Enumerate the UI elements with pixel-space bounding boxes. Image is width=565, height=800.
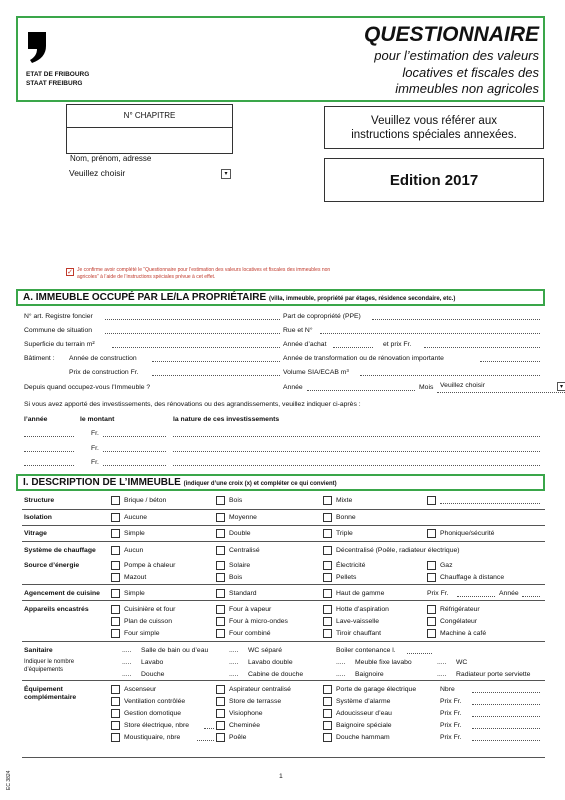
appareil-option: Four simple [124,630,160,637]
isolation-label: Isolation [24,514,52,521]
equipement-amount-label: Prix Fr. [440,698,462,705]
appareil-checkbox[interactable] [216,617,225,626]
row-divider [22,584,545,585]
section-a-title: A. IMMEUBLE OCCUPÉ PAR LE/LA PROPRIÉTAIRE [23,292,267,303]
equipement-checkbox[interactable] [323,721,332,730]
row-divider [22,509,545,510]
isolation-option: Aucune [124,514,148,521]
fr-label: Fr. [91,459,99,466]
appareils-label: Appareils encastrés [24,606,89,613]
equipement-checkbox[interactable] [111,733,120,742]
sanitaire-label: Sanitaire [24,647,53,654]
energie-option: Solaire [229,562,251,569]
sanitaire-count[interactable]: ..... [122,659,132,666]
vitrage-option: Simple [124,530,145,537]
energie-option: Chauffage à distance [440,574,505,581]
section-i-note: (indiquer d’une croix (x) et compléter ce qui convient) [183,481,337,487]
part-label: Part de copropriété (PPE) [283,313,361,320]
chauffage-centralise-checkbox[interactable] [216,546,225,555]
isolation-option: Bonne [336,514,356,521]
sanitaire-count[interactable]: ..... [336,659,346,666]
equipement-option: Ventilation contrôlée [124,698,186,705]
chauffage-decentralise-checkbox[interactable] [323,546,332,555]
appareil-checkbox[interactable] [323,617,332,626]
chapitre-label: N° CHAPITRE [123,111,176,120]
vitrage-triple-checkbox[interactable] [323,529,332,538]
appareil-option: Plan de cuisson [124,618,172,625]
row-divider [22,541,545,542]
appareil-checkbox[interactable] [427,629,436,638]
nbre-field[interactable] [204,722,214,729]
equipement-checkbox[interactable] [323,697,332,706]
invest-instruction: Si vous avez apporté des investissements, des rénovations ou des agrandissements, veuillez indiquer ci-après : [24,401,361,408]
energie-checkbox[interactable] [216,561,225,570]
structure-option: Bois [229,497,243,504]
appareil-checkbox[interactable] [216,605,225,614]
prix-construction-label: Prix de construction Fr. [69,369,139,376]
annee-label: Année [283,384,303,391]
cuisine-checkbox[interactable] [111,589,120,598]
chauffage-option: Centralisé [229,547,260,554]
equipement-amount-label: Nbre [440,686,455,693]
cuisine-option: Standard [229,590,257,597]
equipement-amount-field[interactable] [472,722,540,729]
appareil-checkbox[interactable] [427,605,436,614]
nom-label: Nom, prénom, adresse [70,154,152,163]
page-number: 1 [279,773,283,780]
energie-checkbox[interactable] [323,573,332,582]
page-title: QUESTIONNAIRE [363,23,539,46]
equipement-option: Visiophone [229,710,263,717]
equipement-label: Équipement complémentaire [24,686,77,701]
confirm-text: Je confirme avoir complété le “Questionnaire pour l’estimation des valeurs locatives et fiscales des immeubles non [77,267,331,273]
subtitle-line: locatives et fiscales des [402,64,539,80]
sanitaire-count[interactable]: ..... [336,671,346,678]
equipement-option: Gestion domotique [124,710,182,717]
energie-option: Électricité [336,562,366,569]
appareil-option: Congélateur [440,618,478,625]
achat-label: Année d’achat [283,341,327,348]
equipement-option: Cheminée [229,722,260,729]
mois-label: Mois [419,384,434,391]
fr-label: Fr. [91,430,99,437]
mois-select-value: Veuillez choisir [440,382,485,389]
appareil-option: Four combiné [229,630,271,637]
sanitaire-count[interactable]: ..... [122,647,132,654]
section-a-note: (villa, immeuble, propriété par étages, résidence secondaire, etc.) [268,296,456,302]
section-i-title: I. DESCRIPTION DE L’IMMEUBLE [23,477,181,488]
sanitaire-count[interactable]: ..... [437,659,447,666]
equipement-option: Porte de garage électrique [336,686,417,693]
cuisine-annee-field[interactable] [522,590,540,597]
equipement-option: Aspirateur centralisé [229,686,291,693]
edition-box: Edition 2017 [324,158,544,202]
vitrage-double-checkbox[interactable] [216,529,225,538]
equipement-checkbox[interactable] [216,697,225,706]
structure-bois-checkbox[interactable] [216,496,225,505]
cuisine-annee-label: Année [499,590,519,597]
equipement-option: Store électrique, nbre [124,722,189,729]
appareil-option: Tiroir chauffant [336,630,381,637]
equipement-amount-field[interactable] [472,734,540,741]
boiler-field[interactable] [407,647,432,654]
row-divider [22,600,545,601]
sanitaire-item: WC séparé [248,647,282,654]
logo-line-1: ETAT DE FRIBOURG [26,71,90,78]
energie-option: Gaz [440,562,453,569]
equipement-option: Poêle [229,734,247,741]
equipement-amount-field[interactable] [472,698,540,705]
vitrage-option: Phonique/sécurité [440,530,495,537]
appareil-checkbox[interactable] [111,629,120,638]
equipement-checkbox[interactable] [111,709,120,718]
sanitaire-count[interactable]: ..... [229,671,239,678]
chevron-down-icon[interactable]: ▾ [557,382,565,391]
sanitaire-item: WC [456,659,468,666]
energie-checkbox[interactable] [427,561,436,570]
nbre-field[interactable] [197,734,214,741]
refer-line: instructions spéciales annexées. [351,129,517,141]
batiment-label: Bâtiment : [24,355,55,362]
sanitaire-item: Cabine de douche [248,671,304,678]
equipement-checkbox[interactable] [323,685,332,694]
subtitle-line: immeubles non agricoles [395,81,539,96]
equipement-amount-label: Prix Fr. [440,710,462,717]
sanitaire-item: Boiler contenance l. [336,647,396,654]
equipement-option: Moustiquaire, nbre [124,734,181,741]
col-nature: la nature de ces investissements [173,416,280,423]
sanitaire-item: Lavabo double [248,659,293,666]
appareil-checkbox[interactable] [427,617,436,626]
volume-label: Volume SIA/ECAB m³ [283,369,349,376]
isolation-moyenne-checkbox[interactable] [216,513,225,522]
row-divider [22,757,545,758]
appareil-option: Four à vapeur [229,606,272,613]
isolation-option: Moyenne [229,514,257,521]
vitrage-option: Double [229,530,251,537]
equipement-amount-field[interactable] [472,686,540,693]
sanitaire-item: Meuble fixe lavabo [355,659,412,666]
form-code: EC 3824 [6,770,12,790]
equipement-option: Douche hammam [336,734,390,741]
sanitaire-item: Douche [141,671,165,678]
appareil-option: Machine à café [440,630,487,637]
commune-label: Commune de situation [24,327,93,334]
equipement-checkbox[interactable] [216,733,225,742]
sanitaire-note: Indiquer le nombre d’équipements [24,659,75,673]
equipement-option: Adoucisseur d’eau [336,710,392,717]
vitrage-option: Triple [336,530,353,537]
appareil-checkbox[interactable] [111,617,120,626]
row-divider [22,680,545,681]
structure-option: Mixte [336,497,353,504]
cuisine-prix-field[interactable] [457,590,495,597]
energie-checkbox[interactable] [111,573,120,582]
structure-autre-checkbox[interactable] [427,496,436,505]
appareil-checkbox[interactable] [216,629,225,638]
energie-checkbox[interactable] [111,561,120,570]
equipement-checkbox[interactable] [323,733,332,742]
energie-option: Pompe à chaleur [124,562,176,569]
equipement-checkbox[interactable] [323,709,332,718]
appareil-option: Hotte d’aspiration [336,606,389,613]
chauffage-aucun-checkbox[interactable] [111,546,120,555]
rue-label: Rue et N° [283,327,313,334]
chauffage-label: Système de chauffage [24,547,96,554]
sanitaire-item: Baignoire [355,671,384,678]
checkmark-icon[interactable]: ✓ [67,269,73,276]
col-montant: le montant [80,416,115,423]
sanitaire-count[interactable]: ..... [437,671,447,678]
appareil-checkbox[interactable] [323,605,332,614]
cuisine-option: Haut de gamme [336,590,385,597]
equipement-amount-field[interactable] [472,710,540,717]
cuisine-checkbox[interactable] [323,589,332,598]
equipement-checkbox[interactable] [111,697,120,706]
appareil-checkbox[interactable] [323,629,332,638]
vitrage-simple-checkbox[interactable] [111,529,120,538]
annee-construction-label: Année de construction [69,355,137,362]
energie-option: Bois [229,574,243,581]
energie-label: Source d’énergie [24,562,80,569]
cuisine-option: Simple [124,590,145,597]
appareil-checkbox[interactable] [111,605,120,614]
sanitaire-count[interactable]: ..... [229,659,239,666]
energie-checkbox[interactable] [216,573,225,582]
vitrage-label: Vitrage [24,530,47,537]
row-divider [22,525,545,526]
sanitaire-item: Radiateur porte serviette [456,671,531,678]
energie-option: Mazout [124,574,147,581]
equipement-amount-label: Prix Fr. [440,722,462,729]
structure-option: Brique / béton [124,497,167,504]
structure-label: Structure [24,497,55,504]
appareil-option: Four à micro-ondes [229,618,288,625]
structure-brique-checkbox[interactable] [111,496,120,505]
equipement-checkbox[interactable] [216,709,225,718]
isolation-bonne-checkbox[interactable] [323,513,332,522]
cuisine-prix-label: Prix Fr. [427,590,449,597]
sanitaire-count[interactable]: ..... [122,671,132,678]
superficie-label: Superficie du terrain m² [24,341,95,348]
cuisine-checkbox[interactable] [216,589,225,598]
energie-option: Pellets [336,574,357,581]
sanitaire-item: Salle de bain ou d’eau [141,647,209,654]
row-divider [22,641,545,642]
col-annee: l’année [24,416,48,423]
confirm-text: agricoles” à l’aide de l’instructions spéciales prévue à cet effet. [77,273,216,280]
prix-achat-label: et prix Fr. [383,341,412,348]
depuis-label: Depuis quand occupez-vous l’Immeuble ? [24,384,151,391]
structure-autre-field[interactable] [440,497,540,504]
vitrage-phonique-checkbox[interactable] [427,529,436,538]
appareil-option: Lave-vaisselle [336,618,380,625]
energie-checkbox[interactable] [323,561,332,570]
appareil-option: Cuisinière et four [124,606,176,613]
appareil-option: Réfrigérateur [440,606,480,613]
isolation-aucune-checkbox[interactable] [111,513,120,522]
nom-select-value: Veuillez choisir [69,168,126,178]
equipement-checkbox[interactable] [216,685,225,694]
equipement-option: Store de terrasse [229,698,282,705]
equipement-checkbox[interactable] [111,685,120,694]
cuisine-label: Agencement de cuisine [24,590,100,597]
fr-label: Fr. [91,445,99,452]
annee-transformation-label: Année de transformation ou de rénovation importante [283,355,444,362]
sanitaire-count[interactable]: ..... [229,647,239,654]
sanitaire-item: Lavabo [141,659,164,666]
equipement-option: Système d’alarme [336,698,391,705]
subtitle-line: pour l’estimation des valeurs [374,48,539,63]
equipement-option: Ascenseur [124,686,157,693]
equipement-checkbox[interactable] [111,721,120,730]
equipement-amount-label: Prix Fr. [440,734,462,741]
energie-checkbox[interactable] [427,573,436,582]
logo-line-2: STAAT FREIBURG [26,80,83,87]
chauffage-option: Décentralisé (Poêle, radiateur électrique) [336,547,460,554]
refer-line: Veuillez vous référer aux [371,115,497,127]
chauffage-option: Aucun [124,547,144,554]
equipement-option: Baignoire spéciale [336,722,392,729]
structure-mixte-checkbox[interactable] [323,496,332,505]
chevron-down-icon[interactable]: ▾ [221,169,231,179]
equipement-checkbox[interactable] [216,721,225,730]
art-label: N° art. Registre foncier [24,313,93,320]
